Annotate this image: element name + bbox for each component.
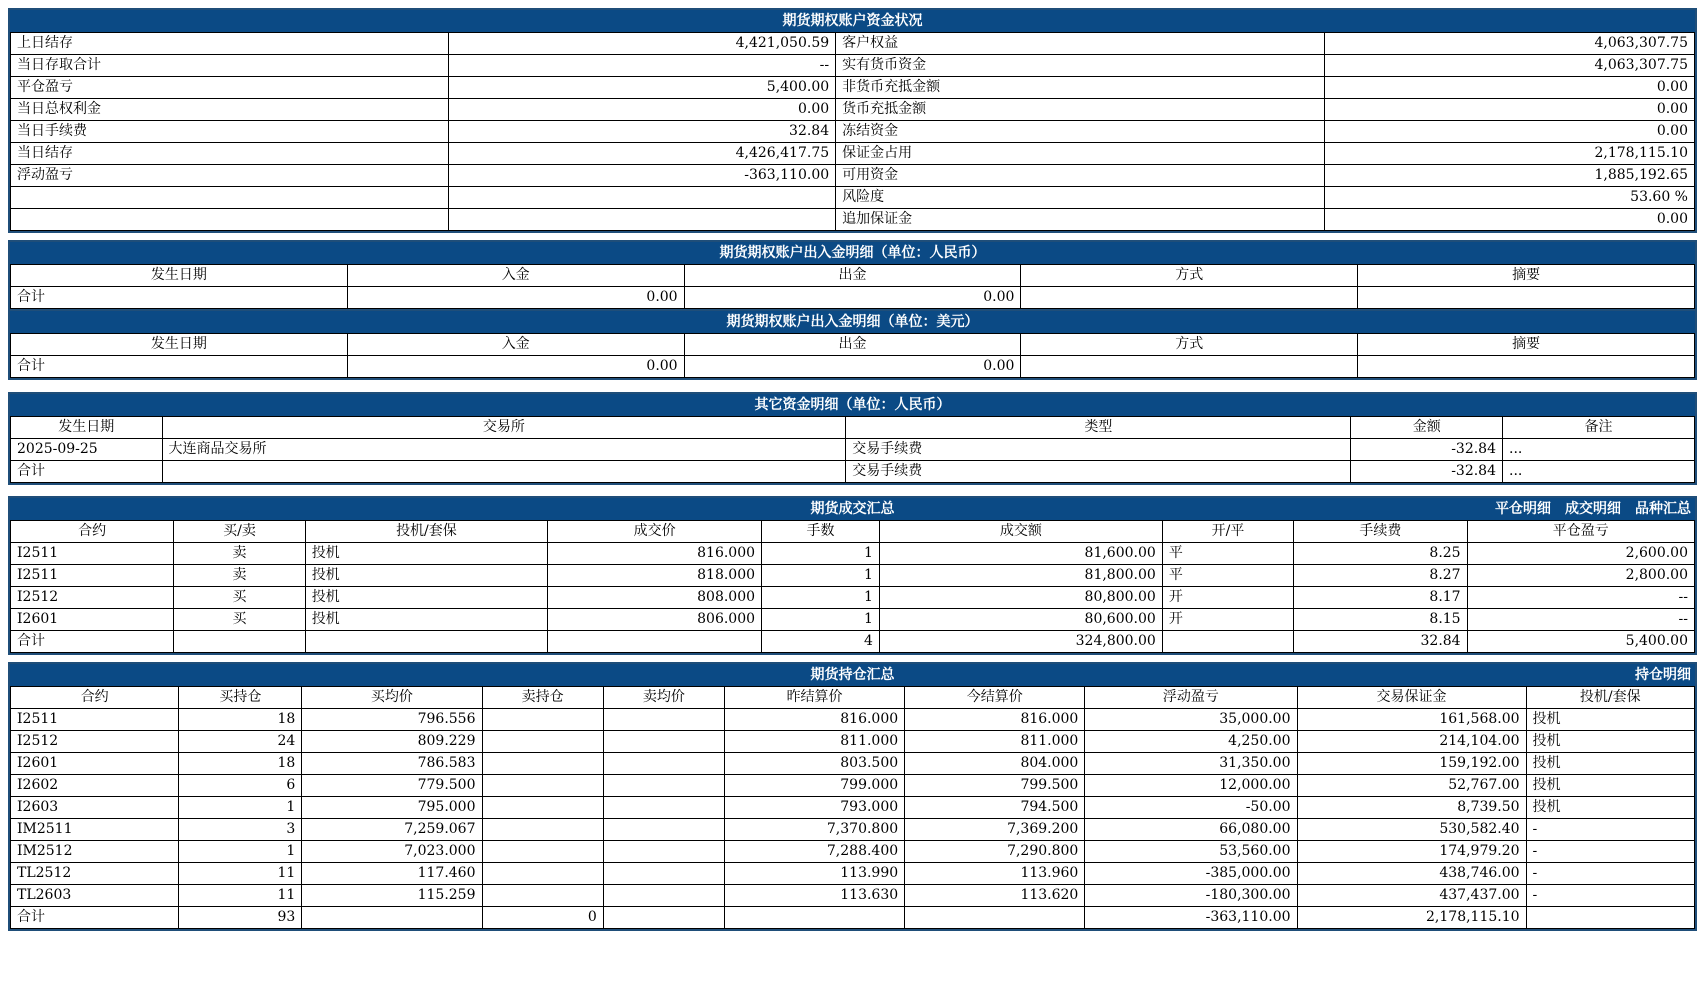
trades-cell: 80,600.00 [879, 609, 1162, 631]
other-cell: ... [1503, 439, 1695, 461]
positions-row [11, 753, 1695, 775]
positions-cell [603, 841, 724, 863]
positions-header-cell: 合约 [11, 687, 179, 709]
trades-link[interactable]: 成交明细 [1565, 501, 1621, 517]
positions-cell [482, 775, 603, 797]
positions-cell: 7,290.800 [905, 841, 1085, 863]
trades-header-row [11, 521, 1695, 543]
trades-cell: 平 [1162, 543, 1293, 565]
trades-header-cell: 开/平 [1162, 521, 1293, 543]
deposit_usd-header-cell: 入金 [347, 334, 684, 356]
trades-header-cell: 平仓盈亏 [1467, 521, 1694, 543]
positions-cell: 816.000 [905, 709, 1085, 731]
positions-header-cell: 买持仓 [179, 687, 302, 709]
positions-row [11, 907, 1695, 929]
other-row [11, 439, 1695, 461]
deposit-rmb-table [10, 264, 1695, 309]
positions-cell: 811.000 [724, 731, 904, 753]
trades-row [11, 609, 1695, 631]
positions-cell: 795.000 [302, 797, 482, 819]
trades-link[interactable]: 品种汇总 [1635, 501, 1691, 517]
trades-cell: I2511 [11, 565, 174, 587]
other-cell: 交易手续费 [846, 461, 1351, 483]
trades-cell: 平 [1162, 565, 1293, 587]
summary-cell: 53.60 % [1324, 187, 1695, 209]
positions-header-cell: 浮动盈亏 [1085, 687, 1297, 709]
deposit_usd-total-cell [1021, 356, 1358, 378]
positions-cell: 117.460 [302, 863, 482, 885]
other-cell: -32.84 [1351, 461, 1503, 483]
summary-cell: 2,178,115.10 [1324, 143, 1695, 165]
positions-cell [482, 797, 603, 819]
trades-cell: 合计 [11, 631, 174, 653]
other-header-cell: 金额 [1351, 417, 1503, 439]
other-header-cell: 类型 [846, 417, 1351, 439]
summary-cell: 4,063,307.75 [1324, 55, 1695, 77]
positions-cell: -180,300.00 [1085, 885, 1297, 907]
positions-cell: 24 [179, 731, 302, 753]
positions-cell [905, 907, 1085, 929]
positions-cell: 796.556 [302, 709, 482, 731]
summary-cell: 5,400.00 [448, 77, 835, 99]
positions-cell: 11 [179, 863, 302, 885]
deposit_rmb-header-cell: 摘要 [1358, 265, 1695, 287]
trades-cell: 买 [174, 609, 305, 631]
positions-cell: - [1526, 841, 1694, 863]
deposit_usd-header-cell: 发生日期 [11, 334, 348, 356]
positions-cell: 1 [179, 841, 302, 863]
summary-cell: 当日结存 [11, 143, 449, 165]
trades-cell: 806.000 [548, 609, 762, 631]
positions-header-cell: 投机/套保 [1526, 687, 1694, 709]
trades-cell: 8.17 [1294, 587, 1467, 609]
positions-cell [603, 863, 724, 885]
positions-cell: 投机 [1526, 797, 1694, 819]
positions-cell: 214,104.00 [1297, 731, 1526, 753]
summary-cell: 非货币充抵金额 [836, 77, 1324, 99]
trades-cell: 投机 [305, 587, 547, 609]
positions-cell: 113.960 [905, 863, 1085, 885]
trades-cell: -- [1467, 587, 1694, 609]
trades-section [8, 496, 1697, 655]
deposit_usd-total-cell: 0.00 [347, 356, 684, 378]
deposit_usd-total-cell: 合计 [11, 356, 348, 378]
summary-cell: 冻结资金 [836, 121, 1324, 143]
other-cell: 大连商品交易所 [162, 439, 846, 461]
deposit_rmb-total-row [11, 287, 1695, 309]
trades-cell: 买 [174, 587, 305, 609]
positions-cell: 31,350.00 [1085, 753, 1297, 775]
positions-cell: 3 [179, 819, 302, 841]
other-funds-section [8, 392, 1697, 485]
positions-cell: 799.500 [905, 775, 1085, 797]
deposit_rmb-total-cell: 0.00 [684, 287, 1021, 309]
positions-cell: 113.620 [905, 885, 1085, 907]
deposit-usd-table [10, 333, 1695, 378]
trades-cell: 投机 [305, 543, 547, 565]
other-row [11, 461, 1695, 483]
positions-cell: 794.500 [905, 797, 1085, 819]
positions-cell: 合计 [11, 907, 179, 929]
deposit_rmb-header-cell: 出金 [684, 265, 1021, 287]
summary-row [11, 187, 1695, 209]
positions-cell: 786.583 [302, 753, 482, 775]
other-header-cell: 交易所 [162, 417, 846, 439]
other-funds-table [10, 416, 1695, 483]
positions-title: 期货持仓汇总 [810, 667, 895, 683]
summary-cell: 4,421,050.59 [448, 33, 835, 55]
positions-cell [603, 775, 724, 797]
summary-cell: 32.84 [448, 121, 835, 143]
other-cell: 合计 [11, 461, 163, 483]
deposit_rmb-total-cell: 0.00 [347, 287, 684, 309]
summary-cell [448, 209, 835, 231]
positions-cell: 7,369.200 [905, 819, 1085, 841]
trades-cell: 818.000 [548, 565, 762, 587]
summary-row [11, 121, 1695, 143]
positions-cell [482, 885, 603, 907]
summary-row [11, 143, 1695, 165]
deposit_rmb-header-cell: 方式 [1021, 265, 1358, 287]
positions-cell: 0 [482, 907, 603, 929]
positions-cell: 投机 [1526, 753, 1694, 775]
summary-cell: 1,885,192.65 [1324, 165, 1695, 187]
positions-cell: 11 [179, 885, 302, 907]
summary-cell [11, 209, 449, 231]
summary-cell: 可用资金 [836, 165, 1324, 187]
trades-header-cell: 买/卖 [174, 521, 305, 543]
summary-row [11, 209, 1695, 231]
other-cell: -32.84 [1351, 439, 1503, 461]
deposit_usd-header-cell: 摘要 [1358, 334, 1695, 356]
other-cell: 交易手续费 [846, 439, 1351, 461]
positions-cell [603, 753, 724, 775]
positions-cell: TL2512 [11, 863, 179, 885]
positions-cell: 809.229 [302, 731, 482, 753]
account-summary-section [8, 8, 1697, 233]
positions-cell: 12,000.00 [1085, 775, 1297, 797]
positions-row [11, 797, 1695, 819]
positions-section [8, 662, 1697, 931]
summary-cell: 平仓盈亏 [11, 77, 449, 99]
positions-cell [603, 885, 724, 907]
trades-cell: I2511 [11, 543, 174, 565]
positions-cell: 7,259.067 [302, 819, 482, 841]
positions-cell: I2511 [11, 709, 179, 731]
deposit_usd-header-row [11, 334, 1695, 356]
summary-cell: 当日手续费 [11, 121, 449, 143]
trades-links [1481, 498, 1691, 520]
trades-row [11, 543, 1695, 565]
trades-cell: 卖 [174, 565, 305, 587]
summary-cell: 上日结存 [11, 33, 449, 55]
summary-cell: 当日总权利金 [11, 99, 449, 121]
summary-cell [448, 187, 835, 209]
deposit_rmb-total-cell [1358, 287, 1695, 309]
summary-cell: 0.00 [448, 99, 835, 121]
trades-cell: I2601 [11, 609, 174, 631]
trades-header-cell: 成交额 [879, 521, 1162, 543]
positions-cell: -385,000.00 [1085, 863, 1297, 885]
trades-header-cell: 成交价 [548, 521, 762, 543]
trades-header-cell: 合约 [11, 521, 174, 543]
trades-table [10, 520, 1695, 653]
trades-cell: 2,800.00 [1467, 565, 1694, 587]
summary-cell [11, 187, 449, 209]
positions-header-cell: 卖均价 [603, 687, 724, 709]
positions-cell [603, 819, 724, 841]
trades-cell [305, 631, 547, 653]
other-header-cell: 发生日期 [11, 417, 163, 439]
positions-cell [603, 907, 724, 929]
positions-cell: 6 [179, 775, 302, 797]
summary-cell: 4,426,417.75 [448, 143, 835, 165]
trades-cell: 81,600.00 [879, 543, 1162, 565]
positions-cell: TL2603 [11, 885, 179, 907]
trades-cell: 5,400.00 [1467, 631, 1694, 653]
positions-cell: 投机 [1526, 731, 1694, 753]
summary-cell: 实有货币资金 [836, 55, 1324, 77]
trades-row [11, 631, 1695, 653]
summary-cell: 0.00 [1324, 77, 1695, 99]
positions-cell: 804.000 [905, 753, 1085, 775]
other-cell: ... [1503, 461, 1695, 483]
trades-cell: 1 [762, 609, 880, 631]
positions-cell [482, 753, 603, 775]
trades-cell: 808.000 [548, 587, 762, 609]
positions-cell [482, 841, 603, 863]
positions-cell: 35,000.00 [1085, 709, 1297, 731]
deposit_rmb-total-cell [1021, 287, 1358, 309]
positions-row [11, 709, 1695, 731]
positions-cell [302, 907, 482, 929]
trades-cell: 卖 [174, 543, 305, 565]
positions-cell: 2,178,115.10 [1297, 907, 1526, 929]
positions-cell [603, 709, 724, 731]
positions-cell: 投机 [1526, 775, 1694, 797]
trades-cell: 1 [762, 543, 880, 565]
summary-cell: 追加保证金 [836, 209, 1324, 231]
positions-cell [603, 797, 724, 819]
summary-cell: 保证金占用 [836, 143, 1324, 165]
positions-cell: 438,746.00 [1297, 863, 1526, 885]
positions-cell [603, 731, 724, 753]
positions-cell: I2603 [11, 797, 179, 819]
trades-cell: 8.15 [1294, 609, 1467, 631]
account-summary-table [10, 32, 1695, 231]
positions-cell: 437,437.00 [1297, 885, 1526, 907]
positions-cell: 8,739.50 [1297, 797, 1526, 819]
positions-header-cell: 今结算价 [905, 687, 1085, 709]
positions-cell [482, 709, 603, 731]
positions-cell: 18 [179, 709, 302, 731]
positions-cell: 7,288.400 [724, 841, 904, 863]
positions-row [11, 775, 1695, 797]
trades-cell: 投机 [305, 609, 547, 631]
positions-cell: I2512 [11, 731, 179, 753]
trades-cell: 1 [762, 587, 880, 609]
positions-table [10, 686, 1695, 929]
trades-cell: 324,800.00 [879, 631, 1162, 653]
deposit_usd-total-row [11, 356, 1695, 378]
positions-cell: 115.259 [302, 885, 482, 907]
positions-header-row [11, 687, 1695, 709]
positions-cell: - [1526, 819, 1694, 841]
positions-link[interactable]: 持仓明细 [1635, 667, 1691, 683]
positions-cell: I2602 [11, 775, 179, 797]
positions-cell: 816.000 [724, 709, 904, 731]
positions-cell: 66,080.00 [1085, 819, 1297, 841]
positions-cell: 793.000 [724, 797, 904, 819]
other-funds-title: 其它资金明细（单位：人民币） [10, 394, 1695, 416]
deposit_rmb-total-cell: 合计 [11, 287, 348, 309]
positions-cell: -50.00 [1085, 797, 1297, 819]
trades-cell: I2512 [11, 587, 174, 609]
positions-cell: 799.000 [724, 775, 904, 797]
trades-cell: 32.84 [1294, 631, 1467, 653]
positions-cell: 4,250.00 [1085, 731, 1297, 753]
positions-cell: - [1526, 863, 1694, 885]
positions-header-cell: 买均价 [302, 687, 482, 709]
trades-cell: 开 [1162, 609, 1293, 631]
trades-cell: 80,800.00 [879, 587, 1162, 609]
positions-cell: 779.500 [302, 775, 482, 797]
trades-cell [1162, 631, 1293, 653]
trades-row [11, 587, 1695, 609]
summary-row [11, 165, 1695, 187]
summary-cell: 0.00 [1324, 209, 1695, 231]
positions-row [11, 863, 1695, 885]
summary-cell: 客户权益 [836, 33, 1324, 55]
trades-cell: 1 [762, 565, 880, 587]
positions-row [11, 885, 1695, 907]
positions-cell: 113.630 [724, 885, 904, 907]
trades-cell [174, 631, 305, 653]
account-summary-title: 期货期权账户资金状况 [10, 10, 1695, 32]
positions-cell [1526, 907, 1694, 929]
summary-cell: 4,063,307.75 [1324, 33, 1695, 55]
deposit_usd-total-cell [1358, 356, 1695, 378]
positions-row [11, 819, 1695, 841]
summary-row [11, 77, 1695, 99]
positions-cell: IM2511 [11, 819, 179, 841]
summary-cell: 货币充抵金额 [836, 99, 1324, 121]
other-cell [162, 461, 846, 483]
trades-cell: 8.27 [1294, 565, 1467, 587]
trades-cell: -- [1467, 609, 1694, 631]
trades-header-cell: 投机/套保 [305, 521, 547, 543]
positions-cell: 174,979.20 [1297, 841, 1526, 863]
trades-cell: 2,600.00 [1467, 543, 1694, 565]
summary-row [11, 99, 1695, 121]
positions-links [1621, 664, 1691, 686]
positions-cell: 1 [179, 797, 302, 819]
other-header-row [11, 417, 1695, 439]
positions-header-cell: 交易保证金 [1297, 687, 1526, 709]
summary-cell: -- [448, 55, 835, 77]
positions-cell: 7,023.000 [302, 841, 482, 863]
positions-cell: 投机 [1526, 709, 1694, 731]
positions-cell [724, 907, 904, 929]
positions-cell: IM2512 [11, 841, 179, 863]
positions-cell: 18 [179, 753, 302, 775]
other-cell: 2025-09-25 [11, 439, 163, 461]
positions-cell: 161,568.00 [1297, 709, 1526, 731]
trades-cell: 投机 [305, 565, 547, 587]
positions-cell: - [1526, 885, 1694, 907]
positions-cell: 113.990 [724, 863, 904, 885]
trades-cell [548, 631, 762, 653]
positions-cell: I2601 [11, 753, 179, 775]
positions-cell [482, 731, 603, 753]
deposit_usd-total-cell: 0.00 [684, 356, 1021, 378]
trades-cell: 4 [762, 631, 880, 653]
other-header-cell: 备注 [1503, 417, 1695, 439]
positions-cell: 803.500 [724, 753, 904, 775]
positions-cell: 93 [179, 907, 302, 929]
deposit_usd-header-cell: 方式 [1021, 334, 1358, 356]
deposit-section [8, 240, 1697, 380]
summary-cell: -363,110.00 [448, 165, 835, 187]
trades-header-cell: 手数 [762, 521, 880, 543]
positions-cell: 159,192.00 [1297, 753, 1526, 775]
deposit-usd-title: 期货期权账户出入金明细（单位：美元） [10, 309, 1695, 333]
positions-row [11, 841, 1695, 863]
positions-cell: 530,582.40 [1297, 819, 1526, 841]
summary-row [11, 55, 1695, 77]
trades-cell: 81,800.00 [879, 565, 1162, 587]
summary-cell: 浮动盈亏 [11, 165, 449, 187]
positions-cell: 811.000 [905, 731, 1085, 753]
positions-cell: 52,767.00 [1297, 775, 1526, 797]
summary-cell: 当日存取合计 [11, 55, 449, 77]
trades-cell: 开 [1162, 587, 1293, 609]
trades-title: 期货成交汇总 [810, 501, 895, 517]
deposit_usd-header-cell: 出金 [684, 334, 1021, 356]
trades-header-cell: 手续费 [1294, 521, 1467, 543]
positions-cell: -363,110.00 [1085, 907, 1297, 929]
positions-cell [482, 863, 603, 885]
deposit_rmb-header-cell: 发生日期 [11, 265, 348, 287]
positions-row [11, 731, 1695, 753]
deposit-rmb-title: 期货期权账户出入金明细（单位：人民币） [10, 242, 1695, 264]
deposit_rmb-header-cell: 入金 [347, 265, 684, 287]
positions-cell: 53,560.00 [1085, 841, 1297, 863]
positions-cell [482, 819, 603, 841]
positions-header-cell: 卖持仓 [482, 687, 603, 709]
positions-header-cell: 昨结算价 [724, 687, 904, 709]
trades-row [11, 565, 1695, 587]
positions-cell: 7,370.800 [724, 819, 904, 841]
trades-cell: 8.25 [1294, 543, 1467, 565]
deposit_rmb-header-row [11, 265, 1695, 287]
summary-row [11, 33, 1695, 55]
summary-cell: 风险度 [836, 187, 1324, 209]
trades-cell: 816.000 [548, 543, 762, 565]
trades-link[interactable]: 平仓明细 [1495, 501, 1551, 517]
summary-cell: 0.00 [1324, 99, 1695, 121]
summary-cell: 0.00 [1324, 121, 1695, 143]
